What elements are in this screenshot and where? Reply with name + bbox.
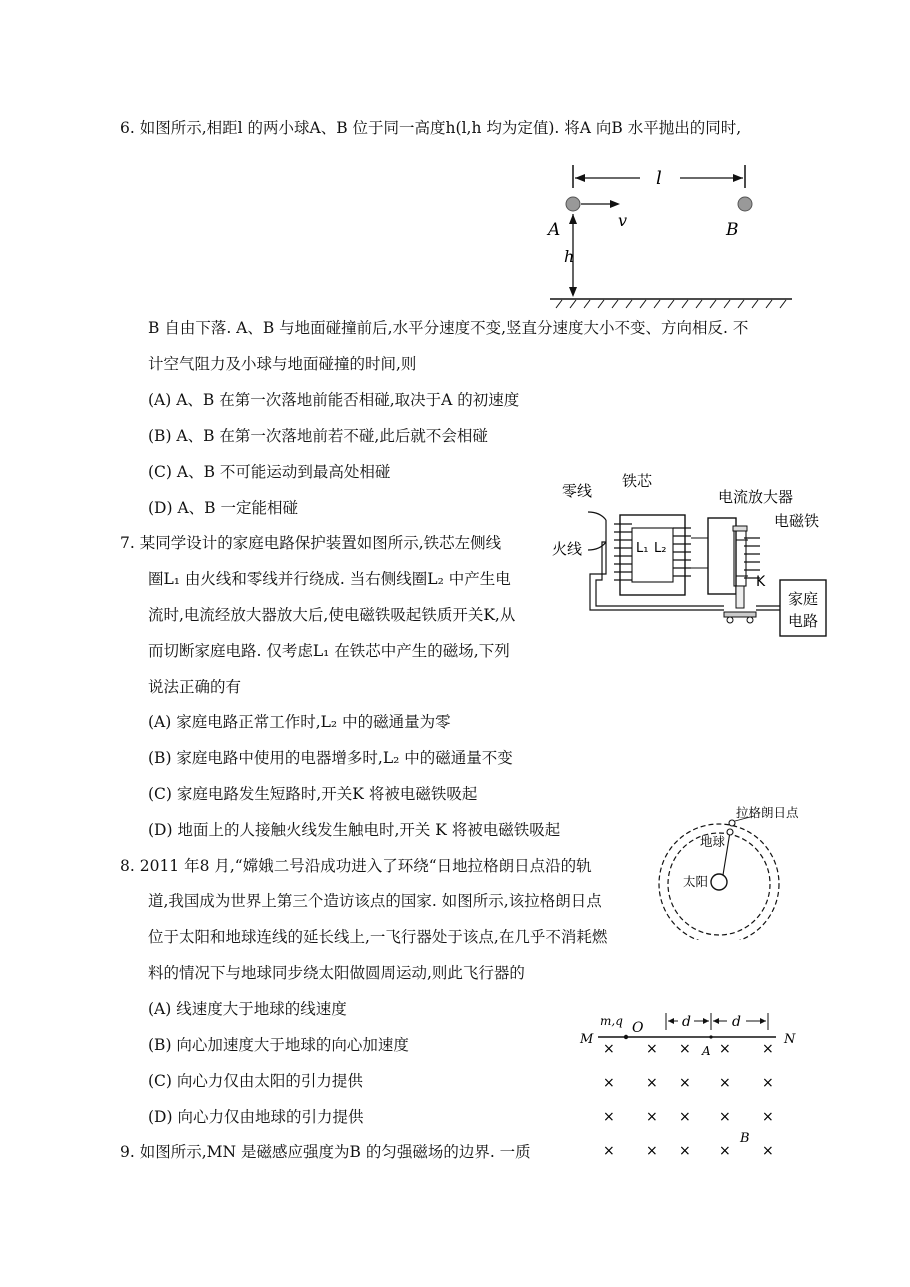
field-cross-2-2: × (679, 1109, 691, 1125)
q9-label-d1: d (682, 1014, 691, 1030)
q7-option-d: (D) 地面上的人接触火线发生触电时,开关 K 将被电磁铁吸起 (148, 821, 561, 839)
q7-label-magnet: 电磁铁 (774, 512, 820, 530)
q6-stem-line2: B 自由下落. A、B 与地面碰撞前后,水平分速度不变,竖直分速度大小不变、方向相反. 不 (148, 319, 749, 337)
field-cross-3-0: × (603, 1143, 615, 1159)
field-cross-0-2: × (679, 1041, 691, 1057)
q7-stem-line2: 圈L₁ 由火线和零线并行绕成. 当右侧线圈L₂ 中产生电 (148, 570, 511, 588)
q9-label-n: N (784, 1032, 796, 1047)
q7-label-k: K (756, 574, 766, 590)
q6-option-b: (B) A、B 在第一次落地前若不碰,此后就不会相碰 (148, 427, 488, 445)
q9-label-d2: d (732, 1014, 741, 1030)
q7-figure (548, 468, 830, 640)
q7-label-core: 铁芯 (622, 472, 653, 490)
field-cross-2-1: × (646, 1109, 658, 1125)
q7-option-c: (C) 家庭电路发生短路时,开关K 将被电磁铁吸起 (148, 785, 478, 803)
q8-option-a: (A) 线速度大于地球的线速度 (148, 1000, 347, 1018)
q7-stem-line1: 7. 某同学设计的家庭电路保护装置如图所示,铁芯左侧线 (120, 534, 502, 552)
q6-label-b: B (726, 220, 739, 240)
q9-label-o: O (632, 1020, 644, 1036)
field-cross-0-1: × (646, 1041, 658, 1057)
field-cross-3-2: × (679, 1143, 691, 1159)
q7-stem-line3: 流时,电流经放大器放大后,使电磁铁吸起铁质开关K,从 (148, 606, 516, 624)
q7-label-home1: 家庭 (788, 590, 819, 608)
q7-label-l2: L₂ (654, 541, 667, 556)
q9-label-m: M (580, 1032, 594, 1047)
q8-option-b: (B) 向心加速度大于地球的向心加速度 (148, 1036, 409, 1054)
q6-stem-line1: 6. 如图所示,相距l 的两小球A、B 位于同一高度h(l,h 均为定值). 将A 向B 水平抛出的同时, (120, 119, 742, 137)
q8-stem-line3: 位于太阳和地球连线的延长线上,一飞行器处于该点,在几乎不消耗燃 (148, 928, 608, 946)
field-cross-2-3: × (719, 1109, 731, 1125)
q8-option-d: (D) 向心力仅由地球的引力提供 (148, 1108, 364, 1126)
field-cross-0-4: × (762, 1041, 774, 1057)
q7-label-amp: 电流放大器 (718, 488, 794, 506)
q8-stem-line1: 8. 2011 年8 月,“嫦娥二号沿成功进入了环绕“日地拉格朗日点沿的轨 (120, 857, 592, 875)
q9-stem-line1: 9. 如图所示,MN 是磁感应强度为B 的匀强磁场的边界. 一质 (120, 1143, 531, 1161)
q9-label-a: A (702, 1044, 711, 1058)
q8-label-lagrange: 拉格朗日点 (736, 805, 799, 820)
field-cross-1-1: × (646, 1075, 658, 1091)
q7-option-b: (B) 家庭电路中使用的电器增多时,L₂ 中的磁通量不变 (148, 749, 513, 767)
q6-option-a: (A) A、B 在第一次落地前能否相碰,取决于A 的初速度 (148, 391, 520, 409)
earth-icon (727, 829, 733, 835)
q6-label-h: h (564, 247, 575, 266)
q7-label-home2: 电路 (788, 612, 819, 630)
q7-label-neutral: 零线 (562, 482, 593, 500)
q9-figure (572, 1005, 802, 1165)
q8-stem-line2: 道,我国成为世界上第三个造访该点的国家. 如图所示,该拉格朗日点 (148, 892, 602, 910)
q6-figure (540, 160, 800, 310)
q6-option-d: (D) A、B 一定能相碰 (148, 499, 298, 517)
field-cross-3-1: × (646, 1143, 658, 1159)
q7-label-live: 火线 (552, 540, 583, 558)
field-cross-1-3: × (719, 1075, 731, 1091)
field-cross-3-4: × (762, 1143, 774, 1159)
field-cross-2-4: × (762, 1109, 774, 1125)
lagrange-point-icon (729, 820, 735, 826)
field-cross-2-0: × (603, 1109, 615, 1125)
q8-stem-line4: 料的情况下与地球同步绕太阳做圆周运动,则此飞行器的 (148, 964, 525, 982)
q7-stem-line4: 而切断家庭电路. 仅考虑L₁ 在铁芯中产生的磁场,下列 (148, 642, 510, 660)
q7-stem-line5: 说法正确的有 (148, 678, 242, 696)
q7-option-a: (A) 家庭电路正常工作时,L₂ 中的磁通量为零 (148, 713, 451, 731)
field-cross-3-3: × (719, 1143, 731, 1159)
q6-label-l: l (656, 168, 662, 189)
q6-label-a: A (548, 220, 561, 240)
q8-option-c: (C) 向心力仅由太阳的引力提供 (148, 1072, 363, 1090)
sun-icon (711, 874, 727, 890)
particle-icon (624, 1035, 628, 1039)
field-cross-1-4: × (762, 1075, 774, 1091)
q9-label-b: B (740, 1131, 750, 1146)
field-cross-1-2: × (679, 1075, 691, 1091)
q9-label-mq: m,q (600, 1014, 623, 1028)
ball-a (566, 197, 580, 211)
q8-label-earth: 地球 (700, 834, 726, 849)
field-cross-1-0: × (603, 1075, 615, 1091)
q6-option-c: (C) A、B 不可能运动到最高处相碰 (148, 463, 391, 481)
point-a-icon (709, 1035, 712, 1038)
field-cross-0-0: × (603, 1041, 615, 1057)
ball-b (738, 197, 752, 211)
q6-stem-line3: 计空气阻力及小球与地面碰撞的时间,则 (148, 355, 417, 373)
q8-label-sun: 太阳 (683, 874, 709, 889)
field-cross-0-3: × (719, 1041, 731, 1057)
q6-label-v: v (618, 211, 628, 230)
q7-label-l1: L₁ (636, 541, 649, 556)
q8-figure (650, 800, 840, 940)
